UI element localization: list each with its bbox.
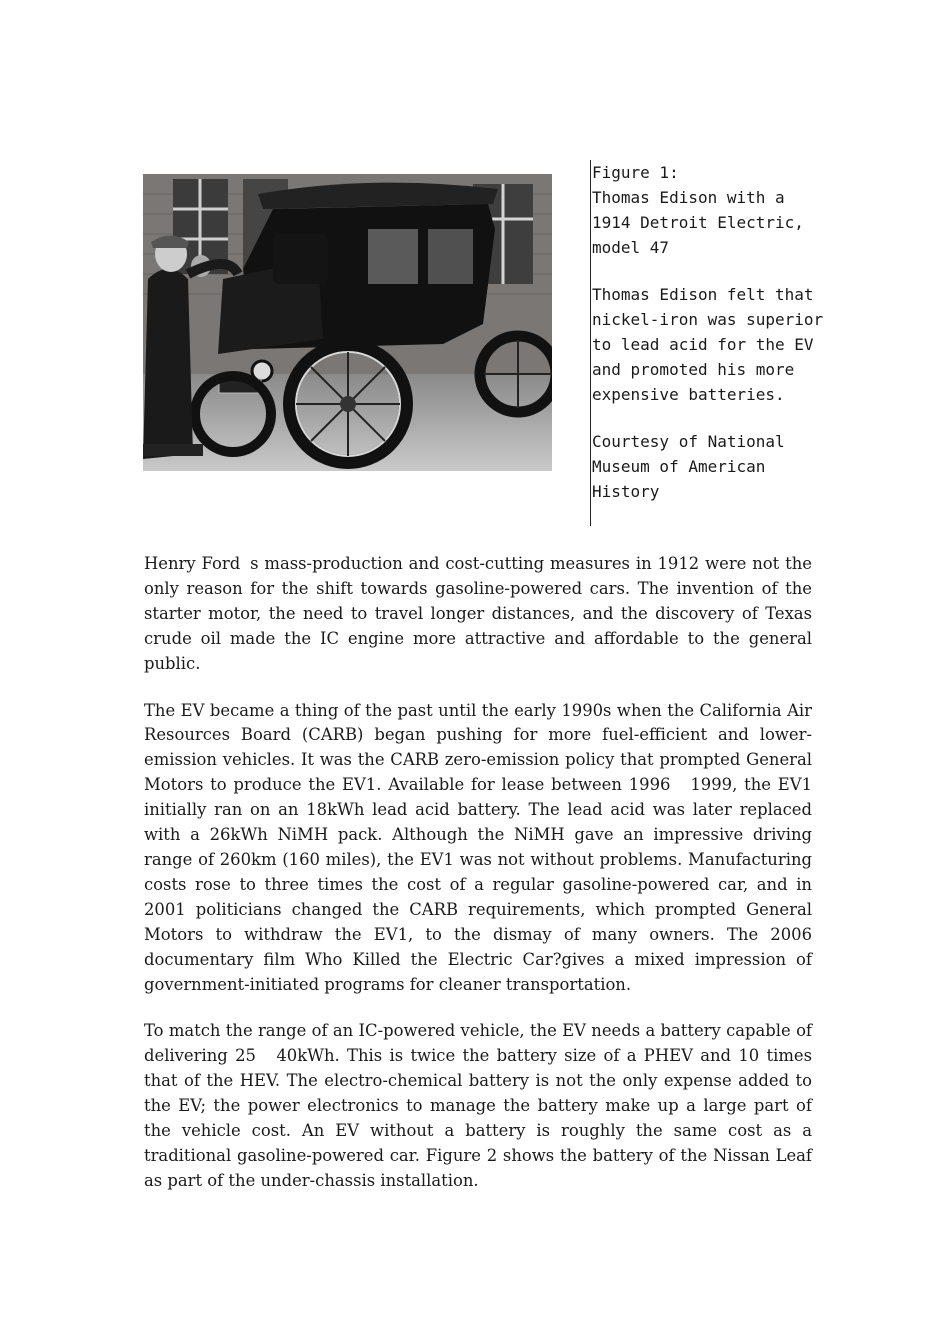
- paragraph: To match the range of an IC-powered vehicle, the EV needs a battery capable of delivering 25 40kWh. This is twice the battery size of a PHEV and 10 times that of the HEV. The electro-chemical battery is not the only expense added to the EV; the power electronics to manage the battery make up a large part of the vehicle cost. An EV without a battery is roughly the same cost as a traditional gasoline-powered car. Figure 2 shows the battery of the Nissan Leaf as part of the under-chassis installation.: [144, 1021, 812, 1190]
- caption-label: Figure 1: Thomas Edison with a 1914 Detroit Electric, model 47: [592, 163, 804, 257]
- paragraph: Henry Fords mass-production and cost-cutting measures in 1912 were not the only reason for the shift towards gasoline-powered cars. The invention of the starter motor, the need to travel longer distances, and the discovery of Texas crude oil made the IC engine more attractive and affordable to the general public.: [144, 554, 812, 673]
- caption-credit: Courtesy of National Museum of American History: [592, 432, 785, 501]
- figure-caption: [590, 160, 832, 526]
- caption-note: Thomas Edison felt that nickel-iron was superior to lead acid for the EV and promoted his more expensive batteries.: [592, 285, 824, 404]
- paragraph: The EV became a thing of the past until the early 1990s when the California Air Resources Board (CARB) began pushing for more fuel-efficient and lower-emission vehicles. It was the CARB zero-emission policy that prompted General Motors to produce the EV1. Available for lease between 1996 1999, the EV1 initially ran on an 18kWh lead acid battery. The lead acid was later replaced with a 26kWh NiMH pack. Although the NiMH gave an impressive driving range of 260km (160 miles), the EV1 was not without problems. Manufacturing costs rose to three times the cost of a regular gasoline-powered car, and in 2001 politicians changed the CARB requirements, which prompted General Motors to withdraw the EV1, to the dismay of many owners. The 2006 documentary film Who Killed the Electric Car?gives a mixed impression of government-initiated programs for cleaner transportation.: [144, 700, 812, 994]
- figure-photo: [143, 174, 552, 471]
- article-body: [144, 552, 812, 1216]
